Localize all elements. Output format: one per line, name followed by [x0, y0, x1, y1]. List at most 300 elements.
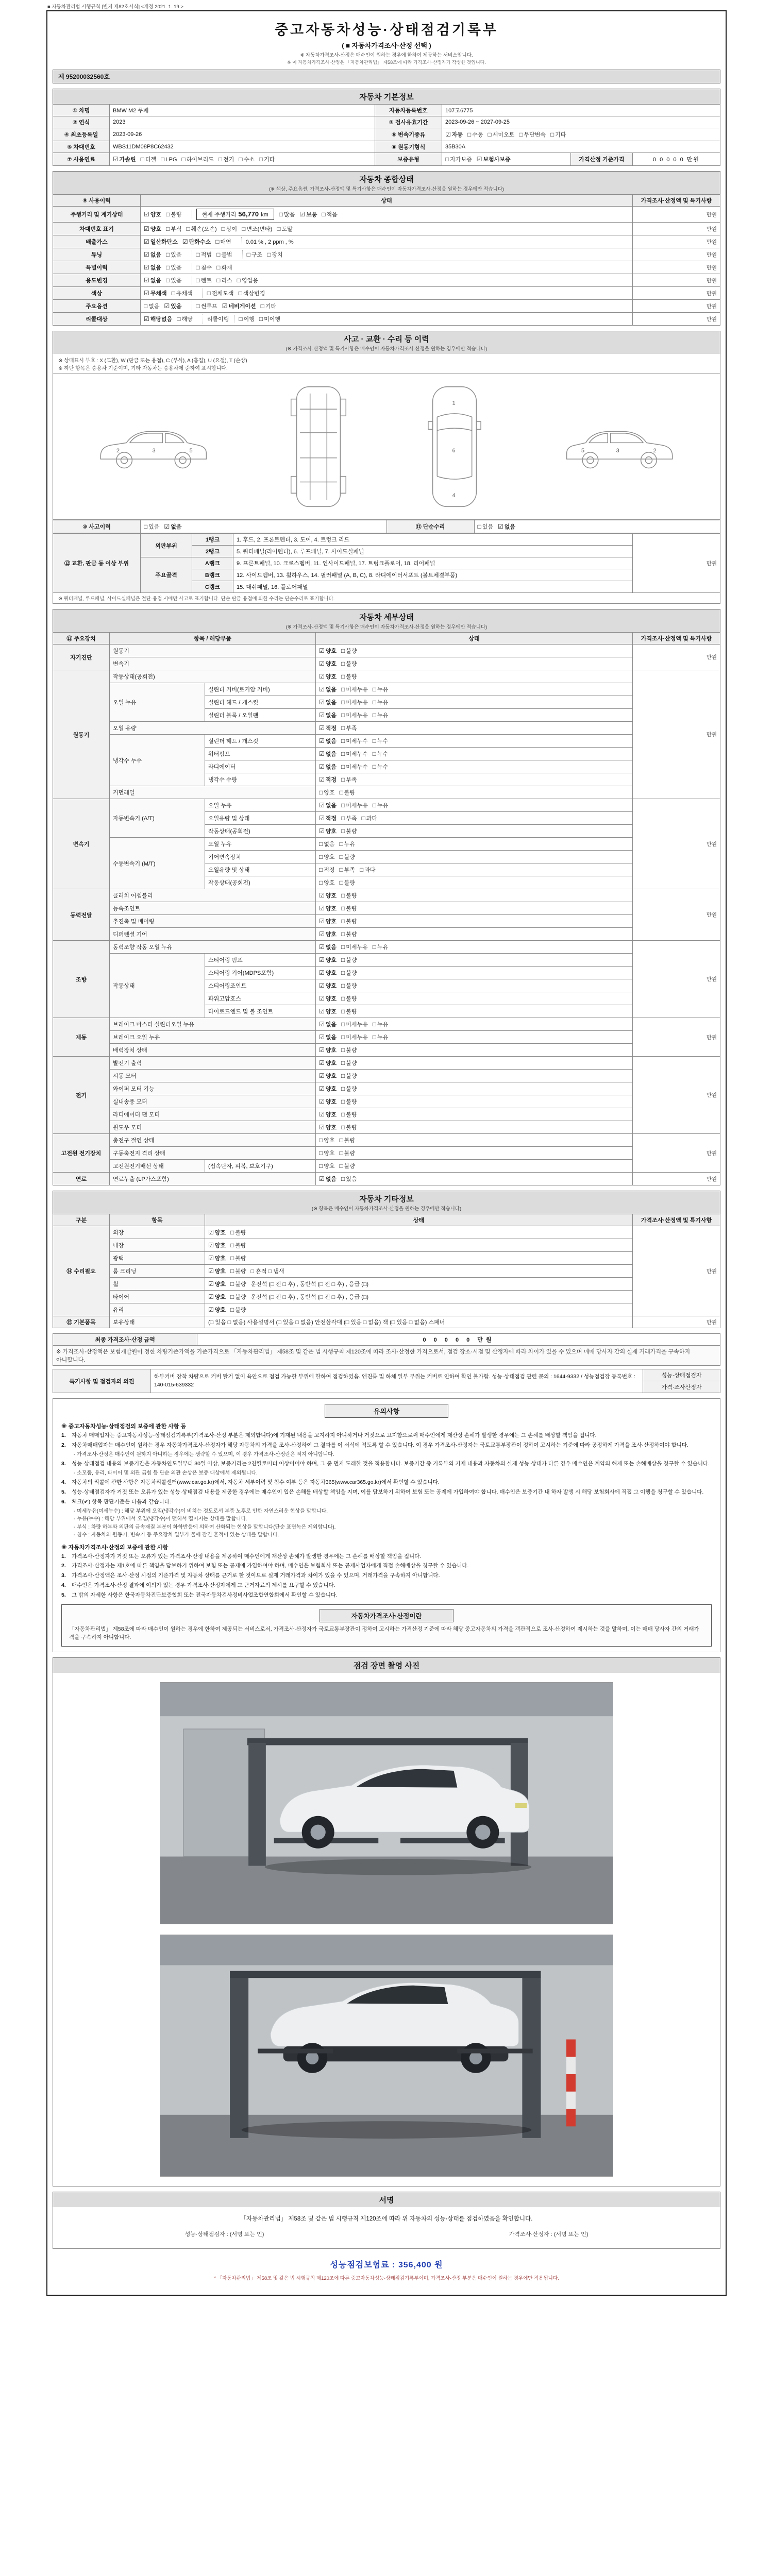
- checkbox-option[interactable]: [319, 647, 337, 655]
- final-price-value: 0 0 0 0 0 만원: [197, 1334, 720, 1346]
- checkbox-option[interactable]: [341, 969, 357, 977]
- premium-value: 356,400 원: [398, 2260, 443, 2269]
- checkbox-label: 누유: [377, 700, 389, 706]
- checkbox-option[interactable]: [373, 737, 389, 745]
- final-price-label: 최종 가격조사·산정 금액: [53, 1334, 197, 1346]
- checkbox-option[interactable]: [319, 956, 337, 964]
- checkbox-option[interactable]: [144, 289, 167, 297]
- checkbox-option[interactable]: [341, 1059, 357, 1067]
- checkbox-option[interactable]: [144, 522, 160, 531]
- checkbox-option[interactable]: [230, 1267, 246, 1275]
- checkbox-option[interactable]: [341, 1110, 357, 1118]
- checkbox-option[interactable]: [341, 943, 368, 951]
- checkbox-icon: □: [319, 1149, 323, 1157]
- document-subtitle: ( ■ 자동차가격조사·산정 선택 ): [342, 42, 431, 49]
- checkbox-option[interactable]: [177, 315, 193, 323]
- checkbox-option[interactable]: [208, 1267, 226, 1275]
- checkbox-option[interactable]: [341, 1046, 357, 1054]
- etc-row: [53, 1278, 720, 1291]
- checkbox-icon: ☑: [208, 1242, 214, 1249]
- checkbox-option[interactable]: [373, 698, 389, 706]
- label-car-name: ① 차명: [53, 105, 110, 116]
- checkbox-option[interactable]: [144, 210, 161, 218]
- checkbox-option[interactable]: [161, 156, 177, 163]
- checkbox-option[interactable]: [319, 853, 335, 861]
- accident-title-note: (※ 가격조사·산정액 및 특기사항은 매수인이 자동차가격조사·산정을 원하는 경우에만 적습니다): [285, 346, 488, 352]
- checkbox-icon: ☑: [299, 211, 306, 218]
- checkbox-label: 양호: [325, 1047, 337, 1054]
- item-label: 브레이크 오일 누유: [110, 1031, 316, 1044]
- checkbox-option[interactable]: [340, 866, 356, 874]
- checkbox-option[interactable]: [341, 801, 368, 809]
- checkbox-option[interactable]: [267, 250, 283, 259]
- detail-row-state: [316, 954, 633, 967]
- detail-row: [53, 645, 720, 657]
- checkbox-option[interactable]: [319, 685, 337, 693]
- checkbox-label: LPG: [165, 157, 177, 163]
- checkbox-option[interactable]: [373, 1020, 389, 1028]
- checkbox-option[interactable]: [182, 238, 211, 246]
- checkbox-option[interactable]: [215, 238, 231, 246]
- state-part: [239, 314, 290, 324]
- checkbox-option[interactable]: [362, 814, 378, 822]
- checkbox-icon: ☑: [319, 1033, 325, 1041]
- checkbox-option[interactable]: [319, 762, 337, 771]
- checkbox-option[interactable]: [164, 522, 182, 531]
- checkbox-option[interactable]: [319, 1162, 335, 1170]
- checkbox-label: 없음: [325, 764, 337, 770]
- checkbox-option[interactable]: [230, 1228, 246, 1236]
- checkbox-option[interactable]: [166, 263, 182, 272]
- checkbox-option[interactable]: [477, 155, 511, 163]
- checkbox-option[interactable]: [445, 130, 463, 139]
- checkbox-label: 가솔린: [119, 157, 136, 163]
- checkbox-option[interactable]: [319, 994, 337, 1003]
- checkbox-option[interactable]: [181, 155, 213, 163]
- label-inspection: ③ 검사유효기간: [375, 116, 442, 128]
- checkbox-option[interactable]: [144, 302, 160, 310]
- checkbox-option[interactable]: [319, 1033, 337, 1041]
- checkbox-icon: □: [230, 1293, 234, 1300]
- checkbox-option[interactable]: [498, 522, 515, 531]
- detail-row-state: [316, 1005, 633, 1018]
- checkbox-label: 양호: [325, 996, 337, 1002]
- notice-title: 유의사항: [325, 1404, 448, 1418]
- checkbox-label: 무채색: [150, 291, 167, 297]
- checkbox-label: 불량: [346, 661, 357, 667]
- checkbox-option[interactable]: [341, 672, 357, 681]
- checkbox-label: 양호: [325, 957, 337, 963]
- checkbox-option[interactable]: [144, 238, 178, 246]
- etc-row: [53, 1265, 720, 1278]
- checkbox-option[interactable]: [216, 276, 232, 284]
- detail-state-table: [53, 632, 720, 1185]
- rank-row: [53, 557, 720, 569]
- price-amount-cell: 만원: [633, 248, 720, 261]
- subitem-label: 오일 누유: [205, 838, 316, 851]
- checkbox-option[interactable]: [319, 827, 337, 835]
- checkbox-option[interactable]: [319, 878, 335, 887]
- overall-row-label: 색상: [53, 287, 141, 300]
- etc-item-label: 휠: [110, 1278, 205, 1291]
- checkbox-option[interactable]: [196, 263, 212, 272]
- checkbox-option[interactable]: [279, 210, 295, 218]
- detail-row: [53, 1070, 720, 1082]
- checkbox-label: 부족: [344, 867, 356, 873]
- checkbox-label: 없음: [171, 524, 182, 530]
- overall-col-price: 가격조사·산정액 및 특기사항: [633, 195, 720, 207]
- checkbox-option[interactable]: [164, 302, 182, 310]
- checkbox-label: 불량: [346, 1125, 357, 1131]
- state-part: [196, 208, 347, 221]
- checkbox-option[interactable]: [113, 155, 136, 163]
- diagram-number-door-2: 3: [616, 447, 619, 454]
- checkbox-option[interactable]: [319, 866, 335, 874]
- checkbox-option[interactable]: [247, 250, 263, 259]
- checkbox-option[interactable]: [341, 1084, 357, 1093]
- checkbox-option[interactable]: [230, 1306, 246, 1314]
- checkbox-label: 적정: [325, 777, 337, 783]
- signature-statement: 「자동차관리법」 제58조 및 같은 법 시행규칙 제120조에 따라 위 자동차의 성능·상태를 점검하였음을 확인합니다.: [240, 2215, 533, 2222]
- checkbox-option[interactable]: [319, 724, 337, 732]
- checkbox-option[interactable]: [319, 711, 337, 719]
- checkbox-option[interactable]: [230, 1293, 246, 1301]
- checkbox-icon: □: [339, 866, 343, 873]
- title-note: ※ 자동차가격조사·산정은 매수인이 원하는 경우에 한하여 제공하는 서비스입니다.: [300, 53, 473, 58]
- price-amount-cell: 만원: [633, 261, 720, 274]
- checkbox-option[interactable]: [340, 1136, 356, 1144]
- checkbox-icon: □: [341, 918, 345, 925]
- checkbox-option[interactable]: [322, 210, 338, 218]
- checkbox-option[interactable]: [208, 1306, 226, 1314]
- checkbox-icon: ☑: [476, 156, 482, 163]
- checkbox-option[interactable]: [319, 930, 337, 938]
- item-label: 디퍼렌셜 기어: [110, 928, 316, 941]
- diagram-number-fender-2: 2: [653, 447, 657, 454]
- checkbox-option[interactable]: [207, 289, 234, 297]
- checkbox-option[interactable]: [208, 1280, 226, 1288]
- checkbox-option[interactable]: [341, 724, 357, 732]
- checkbox-option[interactable]: [319, 788, 335, 796]
- checkbox-option[interactable]: [319, 943, 337, 951]
- checkbox-option[interactable]: [319, 904, 337, 912]
- checkbox-option[interactable]: [341, 1097, 357, 1106]
- checkbox-option[interactable]: [239, 315, 255, 323]
- detail-row-state: [316, 812, 633, 825]
- subitem-label: 기어변속장치: [205, 851, 316, 863]
- checkbox-option[interactable]: [478, 522, 494, 531]
- detail-row-state: [316, 992, 633, 1005]
- checkbox-option[interactable]: [341, 891, 357, 900]
- checkbox-option[interactable]: [340, 853, 356, 861]
- checkbox-option[interactable]: [467, 130, 483, 139]
- checkbox-option[interactable]: [340, 1149, 356, 1157]
- checkbox-option[interactable]: [319, 1072, 337, 1080]
- checkbox-option[interactable]: [196, 276, 212, 284]
- checkbox-option[interactable]: [319, 1097, 337, 1106]
- checkbox-option[interactable]: [341, 1033, 368, 1041]
- etc-row-state: [205, 1239, 633, 1252]
- checkbox-icon: □: [166, 211, 170, 218]
- checkbox-label: 누유: [344, 841, 356, 848]
- checkbox-option[interactable]: [550, 130, 566, 139]
- device-label: 전기: [53, 1057, 110, 1134]
- state-part: [144, 301, 192, 311]
- checkbox-option[interactable]: [144, 250, 161, 259]
- detail-col-state: 상태: [316, 633, 633, 645]
- checkbox-option[interactable]: [144, 276, 161, 284]
- checkbox-icon: □: [319, 840, 323, 848]
- notice-item-text: 그 밖의 자세한 사항은 한국자동차진단보증협회 또는 전국자동차검사정비사업조합연합회에서 확인할 수 있습니다.: [72, 1591, 338, 1598]
- checkbox-option[interactable]: [341, 685, 368, 693]
- etc-row: [53, 1239, 720, 1252]
- checkbox-option[interactable]: [341, 1072, 357, 1080]
- checkbox-option[interactable]: [319, 1136, 335, 1144]
- checkbox-option[interactable]: [341, 775, 357, 784]
- checkbox-option[interactable]: [340, 840, 356, 848]
- checkbox-option[interactable]: [219, 155, 234, 163]
- checkbox-icon: □: [166, 225, 170, 232]
- checkbox-option[interactable]: [237, 276, 258, 284]
- checkbox-option[interactable]: [230, 1254, 246, 1262]
- checkbox-label: 있음: [171, 252, 182, 258]
- checkbox-label: 네비게이션: [228, 303, 256, 310]
- checkbox-option[interactable]: [319, 1123, 337, 1131]
- detail-row: [53, 1134, 720, 1147]
- notice-subitem: - 누유(누수) : 해당 부위에서 오일(냉각수)이 맺혀서 떨어지는 상태를 말합니다.: [74, 1516, 248, 1522]
- checkbox-icon: □: [341, 1046, 345, 1054]
- car-diagram-side-left: [93, 408, 216, 485]
- checkbox-option[interactable]: [216, 263, 232, 272]
- checkbox-icon: □: [339, 1162, 343, 1170]
- etc-row: [53, 1252, 720, 1265]
- notice-subitem: - 소모품, 유리, 타이어 및 외관 긁힘 등 단순 외관 손상은 보증 대상에서 제외됩니다.: [74, 1470, 258, 1476]
- checkbox-icon: ☑: [319, 1059, 325, 1066]
- checkbox-option[interactable]: [340, 1162, 356, 1170]
- checkbox-option[interactable]: [319, 1020, 337, 1028]
- detail-row-state: [316, 967, 633, 979]
- checkbox-option[interactable]: [319, 814, 337, 822]
- overall-row: [53, 261, 720, 274]
- checkbox-option[interactable]: [319, 750, 337, 758]
- checkbox-option[interactable]: [222, 302, 256, 310]
- checkbox-option[interactable]: [196, 302, 217, 310]
- checkbox-option[interactable]: [144, 315, 172, 323]
- checkbox-option[interactable]: [341, 711, 368, 719]
- item-label: 클러치 어셈블리: [110, 889, 316, 902]
- detail-row: [53, 722, 720, 735]
- checkbox-option[interactable]: [341, 1007, 357, 1015]
- checkbox-option[interactable]: [340, 878, 356, 887]
- checkbox-option[interactable]: [319, 840, 335, 848]
- etc-row: [53, 1226, 720, 1239]
- checkbox-option[interactable]: [373, 943, 389, 951]
- checkbox-option[interactable]: [373, 685, 389, 693]
- checkbox-option[interactable]: [341, 981, 357, 990]
- overall-col-state: 상태: [141, 195, 633, 207]
- checkbox-option[interactable]: [259, 155, 275, 163]
- checkbox-icon: □: [341, 750, 345, 757]
- diagram-number-trunk: 4: [452, 492, 456, 499]
- checkbox-option[interactable]: [319, 1059, 337, 1067]
- checkbox-option[interactable]: [341, 1175, 357, 1183]
- checkbox-option[interactable]: [319, 1175, 337, 1183]
- checkbox-label: 누유: [377, 944, 389, 951]
- accident-history-options: [141, 520, 387, 533]
- checkbox-option[interactable]: [341, 930, 357, 938]
- checkbox-option[interactable]: [239, 289, 265, 297]
- checkbox-option[interactable]: [341, 698, 368, 706]
- checkbox-option[interactable]: [341, 827, 357, 835]
- checkbox-option[interactable]: [141, 155, 157, 163]
- etc-col-item: 항목: [110, 1214, 205, 1226]
- label-first-reg: ④ 최초등록일: [53, 128, 110, 141]
- checkbox-option[interactable]: [319, 775, 337, 784]
- checkbox-option[interactable]: [340, 788, 356, 796]
- checkbox-option[interactable]: [341, 1123, 357, 1131]
- checkbox-option[interactable]: [319, 801, 337, 809]
- checkbox-icon: ☑: [144, 290, 149, 297]
- checkbox-option[interactable]: [166, 250, 182, 259]
- checkbox-icon: □: [372, 737, 377, 744]
- checkbox-option[interactable]: [261, 302, 277, 310]
- checkbox-option[interactable]: [319, 672, 337, 681]
- checkbox-icon: ☑: [144, 211, 149, 218]
- checkbox-option[interactable]: [341, 904, 357, 912]
- checkbox-option[interactable]: [144, 225, 161, 233]
- detail-row-state: [316, 1018, 633, 1031]
- photo-area: [53, 1673, 720, 2187]
- checkbox-option[interactable]: [208, 1241, 226, 1249]
- etc-extra-text: (□ 있음 □ 없음) 사용설명서 (□ 있음 □ 없음) 안전삼각대 (□ 있음 □ 없음) 잭 (□ 있음 □ 없음) 스패너: [208, 1319, 445, 1326]
- detail-col-item: 항목 / 해당부품: [110, 633, 316, 645]
- checkbox-icon: ☑: [319, 1021, 325, 1028]
- checkbox-option[interactable]: [239, 155, 255, 163]
- checkbox-option[interactable]: [341, 762, 368, 771]
- checkbox-option[interactable]: [230, 1241, 246, 1249]
- rank-group-label: 외판부위: [141, 534, 192, 557]
- checkbox-option[interactable]: [319, 1046, 337, 1054]
- checkbox-label: 썬루프: [200, 303, 217, 310]
- checkbox-option[interactable]: [208, 1293, 226, 1301]
- checkbox-option[interactable]: [299, 210, 317, 218]
- checkbox-option[interactable]: [373, 1033, 389, 1041]
- checkbox-icon: □: [196, 251, 200, 258]
- checkbox-label: 전체도색: [212, 291, 234, 297]
- checkbox-label: 불량: [346, 1073, 357, 1079]
- checkbox-option[interactable]: [319, 1149, 335, 1157]
- checkbox-option[interactable]: [208, 1254, 226, 1262]
- checkbox-option[interactable]: [166, 276, 182, 284]
- checkbox-option[interactable]: [230, 1280, 246, 1288]
- document-footnote: * 「자동차관리법」 제58조 및 같은 법 시행규칙 제120조에 따른 중고자동차성능·상태점검기록부이며, 가격조사·산정 부분은 매수인이 원하는 경우에만 적용됩니다.: [214, 2275, 559, 2281]
- checkbox-option[interactable]: [172, 289, 193, 297]
- checkbox-option[interactable]: [341, 750, 368, 758]
- checkbox-option[interactable]: [166, 210, 182, 218]
- checkbox-label: 불량: [346, 970, 357, 976]
- checkbox-option[interactable]: [196, 250, 212, 259]
- checkbox-option[interactable]: [341, 1020, 368, 1028]
- notice-item-number: 3.: [61, 1461, 66, 1467]
- checkbox-option[interactable]: [373, 750, 389, 758]
- checkbox-icon: □: [372, 943, 377, 951]
- checkbox-option[interactable]: [222, 225, 238, 233]
- checkbox-option[interactable]: [341, 956, 357, 964]
- price-amount-cell: 만원: [633, 300, 720, 313]
- checkbox-option[interactable]: [373, 801, 389, 809]
- checkbox-option[interactable]: [319, 981, 337, 990]
- checkbox-option[interactable]: [341, 647, 357, 655]
- checkbox-label: 불량: [346, 996, 357, 1002]
- checkbox-icon: □: [372, 763, 377, 770]
- checkbox-label: 불량: [346, 893, 357, 899]
- overall-title-note: (※ 색상, 주요옵션, 가격조사·산정액 및 특기사항은 매수인이 자동차가격조사·산정을 원하는 경우에만 적습니다): [268, 187, 505, 192]
- checkbox-option[interactable]: [259, 315, 280, 323]
- checkbox-label: 양호: [325, 648, 337, 654]
- checkbox-option[interactable]: [373, 711, 389, 719]
- checkbox-option[interactable]: [341, 917, 357, 925]
- checkbox-label: 양호: [214, 1294, 226, 1300]
- checkbox-label: 미세누수: [346, 764, 368, 770]
- item-label: 커먼레일: [110, 786, 316, 799]
- section-etc-info: [53, 1191, 720, 1328]
- checkbox-option[interactable]: [144, 263, 161, 272]
- etc-col-price: 가격조사·산정액 및 특기사항: [633, 1214, 720, 1226]
- checkbox-option[interactable]: [319, 1007, 337, 1015]
- checkbox-option[interactable]: [319, 1084, 337, 1093]
- checkbox-option[interactable]: [445, 155, 472, 163]
- checkbox-option[interactable]: [319, 917, 337, 925]
- checkbox-option[interactable]: [187, 225, 217, 233]
- checkbox-option[interactable]: [319, 698, 337, 706]
- checkbox-option[interactable]: [319, 891, 337, 900]
- checkbox-option[interactable]: [166, 225, 182, 233]
- checkbox-option[interactable]: [488, 130, 515, 139]
- checkbox-option[interactable]: [373, 762, 389, 771]
- checkbox-option[interactable]: [341, 814, 357, 822]
- checkbox-option[interactable]: [277, 225, 293, 233]
- checkbox-option[interactable]: [341, 737, 368, 745]
- overall-row-label: 차대번호 표기: [53, 223, 141, 235]
- detail-row-state: [316, 851, 633, 863]
- checkbox-option[interactable]: [360, 866, 376, 874]
- detail-row-state: [316, 1108, 633, 1121]
- checkbox-icon: □: [242, 225, 246, 232]
- checkbox-option[interactable]: [319, 969, 337, 977]
- checkbox-icon: □: [341, 776, 345, 783]
- checkbox-icon: □: [319, 853, 323, 860]
- checkbox-option[interactable]: [519, 130, 546, 139]
- checkbox-option[interactable]: [341, 994, 357, 1003]
- overall-row-state: [141, 313, 633, 326]
- checkbox-option[interactable]: [319, 737, 337, 745]
- checkbox-option[interactable]: [319, 659, 337, 668]
- checkbox-icon: □: [196, 277, 200, 284]
- checkbox-label: 렌트: [200, 278, 212, 284]
- subitem-label: 스티어링조인트: [205, 979, 316, 992]
- checkbox-option[interactable]: [242, 225, 272, 233]
- checkbox-label: 미세누수: [346, 738, 368, 744]
- checkbox-option[interactable]: [216, 250, 232, 259]
- overall-row-state: [141, 300, 633, 313]
- checkbox-option[interactable]: [341, 659, 357, 668]
- checkbox-option[interactable]: [208, 1228, 226, 1236]
- checkbox-icon: □: [237, 277, 241, 284]
- section-photos-title: 점검 장면 촬영 사진: [53, 1657, 720, 1673]
- item-label: 작동상태(공회전): [110, 670, 316, 683]
- checkbox-option[interactable]: [319, 1110, 337, 1118]
- checkbox-icon: □: [341, 686, 345, 693]
